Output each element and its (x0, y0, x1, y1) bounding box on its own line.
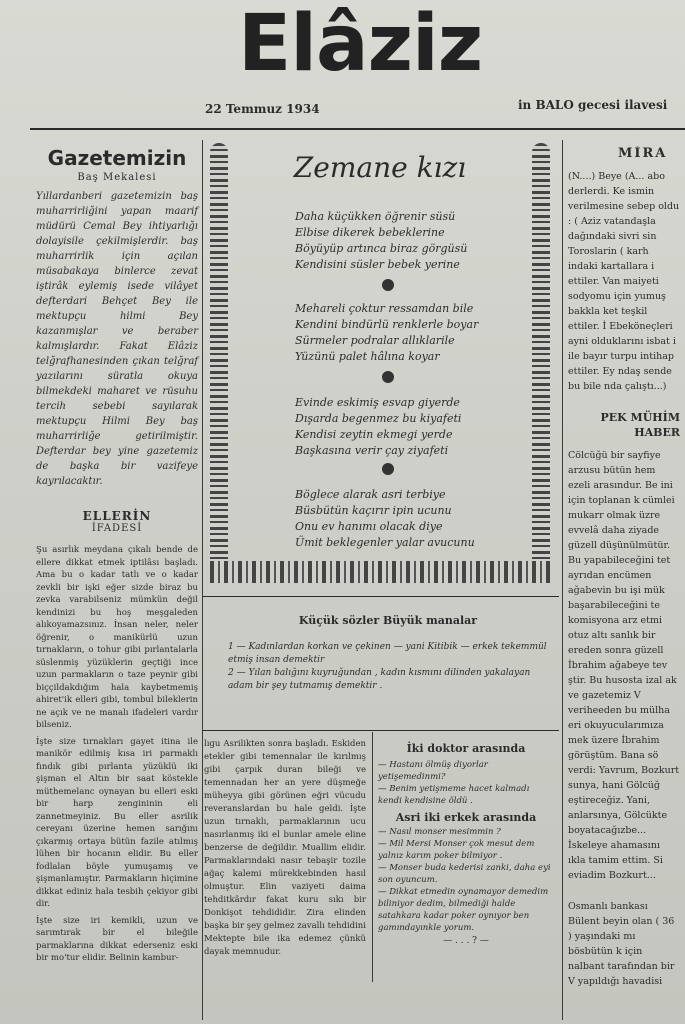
poem-border-right (532, 143, 550, 583)
poem-line: Daha küçükken öğrenir süsü (295, 210, 456, 223)
section-rule (203, 596, 559, 597)
column-divider-1 (202, 140, 203, 1020)
poem-line: Kendisini süsler bebek yerine (295, 258, 460, 271)
poem-line: Böglece alarak asri terbiye (295, 488, 446, 501)
poem-stanza-2 (295, 301, 525, 365)
sayings-title: Küçük sözler Büyük manalar (298, 614, 478, 627)
dialog-ending: — . . . ? — (443, 936, 489, 946)
poem-line: Mehareli çoktur ressamdan bile (295, 302, 474, 315)
editorial-subheading: Baş Mekalesi (77, 172, 157, 183)
poem-line: Kendini bindürlü renklerle boyar (295, 318, 479, 331)
dialog-line: — Nasıl monser mesimmin ? (378, 827, 501, 837)
ornament-icon (382, 463, 394, 475)
poem-border-bottom (210, 561, 550, 583)
hands-continuation: lıgu Asrilikten sonra başladı. Eskiden etekler gibi temennalar ile kırılmış gibi çarpık duran bileği ve temennadan her an yere düşmeğe müheyya gibi görünen eğri vücudu reveranslardan bu hale geldi. İşte uzun tırnaklı, parmaklarının ucu nasırlanmış iki el bunlar amele eline benzerse de değildir. Muallim elidir. Parmaklarındaki nasır tebaşir tozile ağaç kalemi mürekkebinden hasıl olmuştur. Elin vaziyeti daima tehditkârdır fakat kuru sıkı bir Donkişot tehdididir. Zira elinden başka bir şey gelmez zavallı tehdidini Mektepte bile ika edemez çünkü dayak memnudur. (204, 739, 366, 957)
masthead-rule (30, 128, 685, 130)
ornament-icon (382, 371, 394, 383)
right-body: (N....) Beye (A... abo derlerdi. Ke ismin verilmesine sebep oldu : ( Aziz vatandaşla dağındaki sivri sin Toroslarin ( karh indaki kartallara i ettiler. Van maiyeti sodyomu için yumuş bakkla ket teşkil ettiler. İ Ebeköneçleri ayni olduklarını isbat i ile bayır turpu intihap ettiler. Ey ndaş sende bu bile nda çalıştı...) (568, 171, 680, 392)
column-divider-mid (372, 732, 373, 982)
poem-line: Ümit beklegenler yalar avucunu (295, 536, 475, 549)
hands-heading: ELLERİN (82, 509, 152, 523)
dialog-line: — Monser buda kederisi zanki, daha eyi son oyuncum. (378, 863, 551, 885)
right-body-3: Osmanlı bankası Bülent beyin olan ( 36 ) yaşındaki mı bösbütün k için nalbant tarafından bir V yapıldığı havadisi (568, 901, 675, 987)
issue-note: in BALO gecesi ilavesi (518, 98, 668, 112)
poem-line: Yüzünü palet hâlına koyar (295, 350, 440, 363)
hands-body: Şu asırlık meydana çıkalı bende de ellere dikkat etmek iptilâsı başladı. Ama bu o kadar tatlı ve o kadar zevkli bir işki eğer sizde biraz bu zevka varabilseniz mümkün değil kendinizi bu hoş meşgaleden alıkoyamazsınız. İnsan neler, neler öğrenir, o manikürlü uzun tırnakların, o tohur gibi pırlantalarla süslenmiş yüzüklerin geçtiği ince uzun parmakların o taze peynir gibi biççildakdığım hala kaybetmemiş ahiret'ik elleri gibi, tombul bileklerin ne açık ve ne manalı ifadeleri vardır bilseniz. (36, 545, 198, 730)
saying-2: 2 — Yılan balığını kuyruğundan , kadın kısmını dilinden yakalayan adam bir şey tutmamış demektir . (228, 668, 531, 691)
column-divider-2 (562, 140, 563, 1020)
masthead-title: Elâziz (238, 0, 483, 89)
poem-line: Onu ev hanımı olacak diye (295, 520, 443, 533)
section-rule-2 (203, 730, 559, 731)
poem-title: Zemane kızı (293, 151, 467, 184)
right-column (568, 146, 685, 989)
hands-body-2: İşte size tırnakları gayet itina ile manikör edilmiş kısa iri parmaklı fındık gibi pırlanta yüzüklü iki şişman el Altın bir saat köstekle müthemelanc oynayan bu elleri eski bir harp zengininin eli zannetmeyiniz. Bu eller asrilik cereyanı üzerine hemen sarığını çıkarmış ortaya bütün fazile atılmış lühen bir hocanın elidir. Bu eller fodlalan böyle yumuşamış ve şişmanlamıştır. Parmakların hiçimine dikkat ediniz hala tesbih çekiyor gibi dir. (36, 736, 198, 909)
left-column (36, 146, 198, 965)
sayings-section (228, 614, 548, 693)
dialog-title-2: Asri iki erkek arasında (395, 811, 537, 824)
saying-1: 1 — Kadınlardan korkan ve çekinen — yani Kitibik — erkek tekemmül etmiş insan demektir (228, 642, 547, 665)
hands-body-3: İşte size iri kemikli, uzun ve sarımtırak bir el bileğile parmaklarına dikkat ederseniz eski bir mo'tur elidir. Belinin kambur- (36, 915, 198, 963)
dialog-line: — Mil Mersi Monser çok mesut dem yalnız karım poker bilmiyor . (378, 839, 535, 861)
editorial-heading: Gazetemizin (47, 146, 187, 170)
poem-line: Büsbütün kaçırır ipin ucunu (295, 504, 452, 517)
poem-stanza-3 (295, 395, 525, 459)
issue-date: 22 Temmuz 1934 (205, 102, 320, 116)
dialogs-section (378, 742, 554, 949)
poem-line: Böyüyüp artınca biraz görgüsü (295, 242, 468, 255)
right-heading: MİRA (618, 146, 668, 161)
poem-line: Dışarda begenmez bu kiyafeti (295, 412, 462, 425)
right-body-2: Cölcüğü bir sayfiye arzusu bütün hem ezeli arasındur. Be ini için toplanan k cümlei mukarr olmak üzre evvelâ daha ziyade güzell düşünülmütür. Bu yapabileceğini tet ayrıdan encümen ağabevin bu işi mük başarabileceğini te komisyona arz etmi otuz altı sanlık bir ereden sonra güzell İbrahim ağabeye tev ştir. Bu husosta izal ak ve gazetemiz V veriheeden bu mülha eri okuyucularımıza mek üzere İbrahim görüştüm. Bana sö verdi: Yavrum, Bozkurt sunya, hani Gölcüğ eştireceğiz. Yani, anlarsınya, Gölcükte boyatacağızbe... İskeleye ahamasını ıkla tamim ettim. Si eviadim Bozkurt... (568, 450, 680, 881)
ornament-icon (382, 279, 394, 291)
poem-line: Evinde eskimiş esvap giyerde (295, 396, 460, 409)
dialog-title-1: İki doktor arasında (406, 742, 526, 755)
right-heading-2: PEK MÜHİM HABER (600, 411, 680, 439)
dialog-line: — Hastanı ölmüş diyorlar yetişemedinmi? (378, 760, 488, 782)
dialog-line: — Dikkat etmedin oynamayor demedim biliniyor dedim, bilmediği halde satahkara kadar poker oynıyor ben gamındayınkle yorum. (378, 887, 549, 933)
dialog-line: — Benim yetişmeme hacet kalmadı kendi kendisine öldü . (378, 784, 530, 806)
hands-subheading: İFADESİ (91, 523, 143, 534)
poem-stanza-4 (295, 487, 525, 551)
poem-stanza-1 (295, 209, 525, 273)
poem-line: Elbise dikerek bebeklerine (295, 226, 445, 239)
poem-line: Kendisi zeytin ekmegi yerde (295, 428, 453, 441)
poem-border-left (210, 143, 228, 583)
editorial-body: Yıllardanberi gazetemizin baş muharrirliğini yapan maarif müdürü Cemal Bey ihtiyarlığı dolayisile çekilmişlerdir. baş muharrirlik için açılan müsabakaya binlerce zevat iştirâk eylemiş isede vilâyet defterdari Behçet Bey ile mektupçu hilmi Bey kazanmışlar ve beraber kalmışlardır. Fakat Elâziz telğrafhanesinden çıkan telğraf yazılarını süratla okuya bilmekdeki maharet ve rüsuhu tercih sebebi sayılarak mektupçu Hilmi Bey baş muharrirliğe getirilmiştir. Defterdar bey yine gazetemiz de başka bir vazifeye kayrılacaktır. (36, 191, 198, 487)
poem-line: Sürmeler podralar allıklarile (295, 334, 455, 347)
poem-box (210, 143, 550, 583)
poem-line: Başkasına verir çay ziyafeti (295, 444, 449, 457)
